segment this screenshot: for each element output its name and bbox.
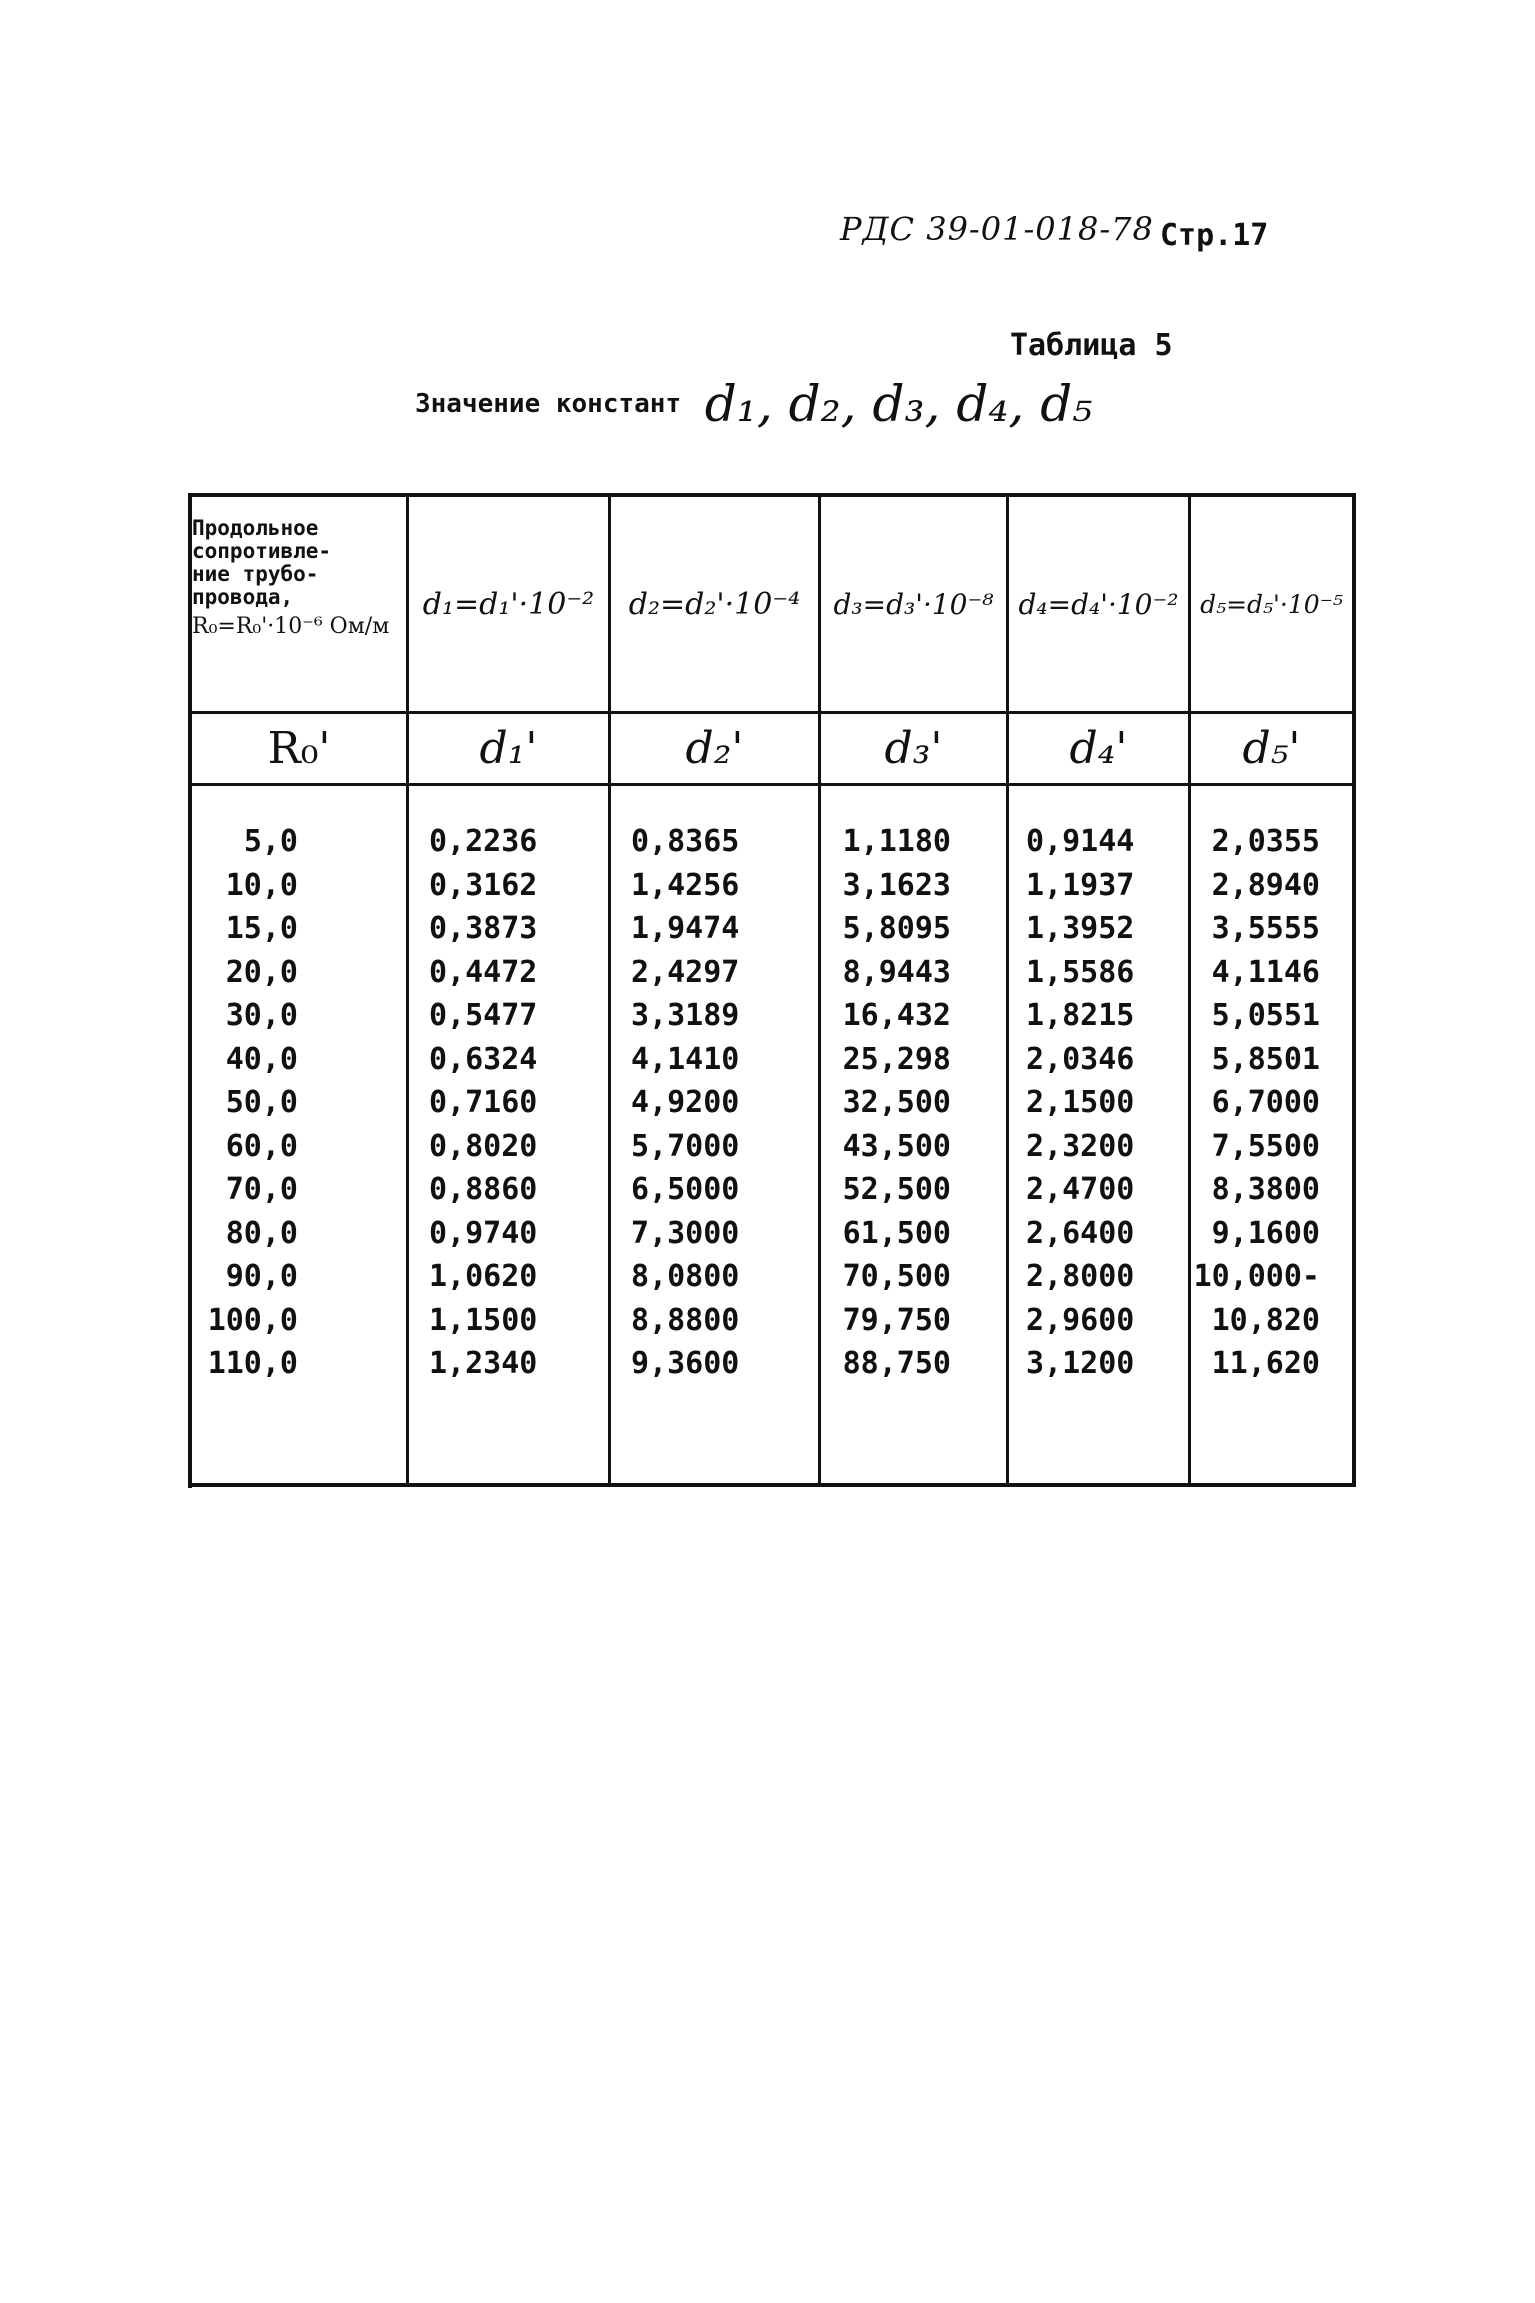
table-cell: 7,5500 <box>1211 1128 1320 1164</box>
desc-line: провода, <box>192 585 294 609</box>
table-cell: 10,820 <box>1211 1302 1320 1338</box>
table-cell: 2,0346 <box>1026 1041 1135 1077</box>
title-symbol: d₁ <box>704 375 757 433</box>
table-cell: 10,000- <box>1193 1259 1320 1294</box>
table-cell: 6,5000 <box>631 1172 740 1207</box>
table-cell: 4,1146 <box>1211 954 1320 990</box>
table-cell: 2,3200 <box>1026 1128 1135 1164</box>
table-cell: 70,500 <box>842 1259 951 1294</box>
header-formula-d4: d₄=d₄'·10⁻² <box>1018 587 1179 621</box>
r0-formula: R₀=R₀'·10⁻⁶ Ом/м <box>192 614 390 639</box>
table-cell: 9,1600 <box>1211 1215 1320 1251</box>
symbol-d1: d₁' <box>479 723 538 774</box>
table-cell: 5,8501 <box>1211 1041 1320 1077</box>
table-cell: 1,9474 <box>631 911 740 946</box>
table-label: Таблица 5 <box>1010 328 1173 363</box>
table-cell: 1,1937 <box>1026 867 1135 903</box>
header-description <box>192 517 406 711</box>
table-title <box>415 375 1092 433</box>
table-cell: 2,6400 <box>1026 1215 1135 1251</box>
table-cell: 8,9443 <box>842 954 951 990</box>
table-column <box>192 820 406 1386</box>
table-title-text: Значение констант <box>415 389 682 419</box>
table-cell: 0,7160 <box>429 1085 538 1120</box>
title-symbol: d₅ <box>1040 375 1093 433</box>
table-cell: 110,0 <box>207 1346 298 1381</box>
table-cell: 0,5477 <box>429 998 538 1033</box>
table-cell: 8,0800 <box>631 1259 740 1294</box>
header-formula-d2: d₂=d₂'·10⁻⁴ <box>628 586 801 622</box>
table-cell: 4,9200 <box>631 1085 740 1120</box>
desc-line: Продольное <box>192 516 319 540</box>
table-cell: 0,3873 <box>429 911 538 946</box>
table-cell: 40,0 <box>225 1041 298 1077</box>
table-cell: 43,500 <box>842 1128 951 1164</box>
table-cell: 4,1410 <box>631 1041 740 1077</box>
table-cell: 5,0551 <box>1211 998 1320 1033</box>
table-cell: 16,432 <box>842 998 951 1033</box>
table-column <box>409 820 608 1386</box>
table-cell: 80,0 <box>225 1215 298 1251</box>
table-border-right <box>1352 493 1356 1487</box>
table-cell: 5,0 <box>243 824 298 859</box>
table-cell: 10,0 <box>225 867 298 903</box>
table-cell: 0,9740 <box>429 1215 538 1251</box>
table-cell: 2,9600 <box>1026 1302 1135 1338</box>
table-cell: 1,3952 <box>1026 911 1135 946</box>
table-cell: 2,4700 <box>1026 1172 1135 1207</box>
desc-line: сопротивле- <box>192 539 332 563</box>
document-code: РДС 39-01-018-78 <box>840 210 1154 248</box>
table-cell: 3,5555 <box>1211 911 1320 946</box>
table-cell: 90,0 <box>225 1259 298 1294</box>
table-cell: 2,8000 <box>1026 1259 1135 1294</box>
desc-line: ние трубо- <box>192 562 319 586</box>
table-cell: 0,8365 <box>631 824 740 859</box>
table-cell: 30,0 <box>225 998 298 1033</box>
table-cell: 2,0355 <box>1211 824 1320 859</box>
table-cell: 50,0 <box>225 1085 298 1120</box>
table-cell: 60,0 <box>225 1128 298 1164</box>
table-cell: 32,500 <box>842 1085 951 1120</box>
symbol-d2: d₂' <box>685 723 744 774</box>
table-cell: 0,2236 <box>429 824 538 859</box>
table-column <box>1009 820 1188 1386</box>
table-cell: 20,0 <box>225 954 298 990</box>
table-cell: 70,0 <box>225 1172 298 1207</box>
table-cell: 88,750 <box>842 1346 951 1381</box>
table-column <box>611 820 818 1386</box>
table-border-bottom <box>188 1483 1356 1487</box>
table-cell: 0,3162 <box>429 867 538 903</box>
table-cell: 1,1180 <box>842 824 951 859</box>
page-number: Стр.17 <box>1160 218 1269 253</box>
symbol-d4: d₄' <box>1069 723 1128 774</box>
table-cell: 15,0 <box>225 911 298 946</box>
title-symbol: d₄ <box>956 375 1009 433</box>
symbol-r0: R₀' <box>267 723 331 774</box>
table-cell: 0,8860 <box>429 1172 538 1207</box>
table-cell: 2,4297 <box>631 954 740 990</box>
table-cell: 25,298 <box>842 1041 951 1077</box>
title-symbol: d₂ <box>788 375 841 433</box>
table-cell: 5,8095 <box>842 911 951 946</box>
table-cell: 8,3800 <box>1211 1172 1320 1207</box>
table-cell: 9,3600 <box>631 1346 740 1381</box>
table-cell: 0,4472 <box>429 954 538 990</box>
table-cell: 2,8940 <box>1211 867 1320 903</box>
table-cell: 11,620 <box>1211 1346 1320 1381</box>
symbol-d5: d₅' <box>1242 723 1301 774</box>
table-cell: 1,0620 <box>429 1259 538 1294</box>
table-cell: 8,8800 <box>631 1302 740 1338</box>
table-cell: 3,1200 <box>1026 1346 1135 1381</box>
symbol-d3: d₃' <box>884 723 943 774</box>
table-cell: 3,1623 <box>842 867 951 903</box>
header-formula-d5: d₅=d₅'·10⁻⁵ <box>1200 589 1343 619</box>
table-cell: 61,500 <box>842 1215 951 1251</box>
table-cell: 1,1500 <box>429 1302 538 1338</box>
table-rule-symbols <box>188 783 1356 786</box>
table-cell: 3,3189 <box>631 998 740 1033</box>
table-title-symbols: d₁, d₂, d₃, d₄, d₅ <box>704 375 1093 433</box>
table-column <box>1191 820 1352 1386</box>
header-formula-d3: d₃=d₃'·10⁻⁸ <box>833 587 994 621</box>
table-cell: 0,9144 <box>1026 824 1135 859</box>
header-formula-d1: d₁=d₁'·10⁻² <box>422 586 595 622</box>
table-cell: 2,1500 <box>1026 1085 1135 1120</box>
table-cell: 79,750 <box>842 1302 951 1338</box>
title-symbol: d₃ <box>872 375 925 433</box>
table-cell: 7,3000 <box>631 1215 740 1251</box>
table-cell: 6,7000 <box>1211 1085 1320 1120</box>
table-cell: 1,2340 <box>429 1346 538 1381</box>
table-cell: 1,4256 <box>631 867 740 903</box>
table-cell: 5,7000 <box>631 1128 740 1164</box>
table-cell: 52,500 <box>842 1172 951 1207</box>
table-column <box>821 820 1006 1386</box>
table-cell: 0,6324 <box>429 1041 538 1077</box>
table-cell: 100,0 <box>207 1302 298 1338</box>
table-cell: 0,8020 <box>429 1128 538 1164</box>
table-cell: 1,8215 <box>1026 998 1135 1033</box>
table-cell: 1,5586 <box>1026 954 1135 990</box>
